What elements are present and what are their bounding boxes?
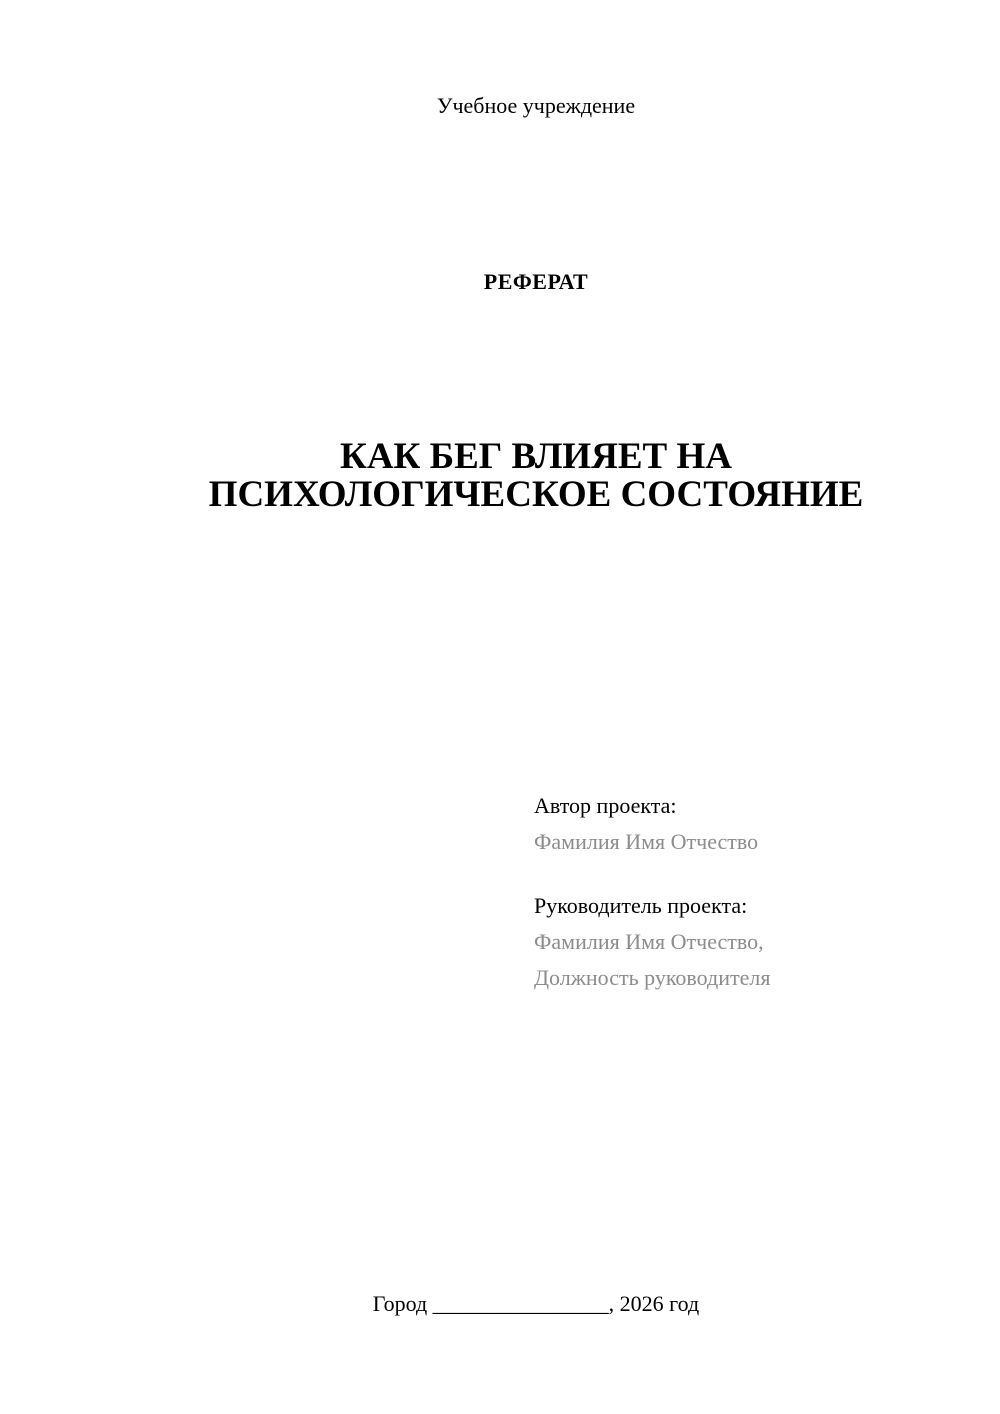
- supervisor-label: Руководитель проекта:: [534, 893, 748, 918]
- supervisor-name: Фамилия Имя Отчество,: [534, 929, 764, 954]
- city-year-line: Город ________________, 2026 год: [372, 1291, 700, 1316]
- supervisor-position: Должность руководителя: [534, 965, 771, 990]
- institution-name: Учебное учреждение: [436, 93, 636, 118]
- document-title-line-1: КАК БЕГ ВЛИЯЕТ НА: [339, 436, 732, 477]
- document-type: РЕФЕРАТ: [483, 269, 589, 294]
- author-label: Автор проекта:: [534, 793, 677, 818]
- credits-block: [534, 788, 974, 996]
- document-title-line-2: ПСИХОЛОГИЧЕСКОЕ СОСТОЯНИЕ: [208, 474, 864, 515]
- document-title: [0, 438, 1000, 514]
- credits-spacer: [534, 860, 974, 888]
- author-name: Фамилия Имя Отчество: [534, 829, 759, 854]
